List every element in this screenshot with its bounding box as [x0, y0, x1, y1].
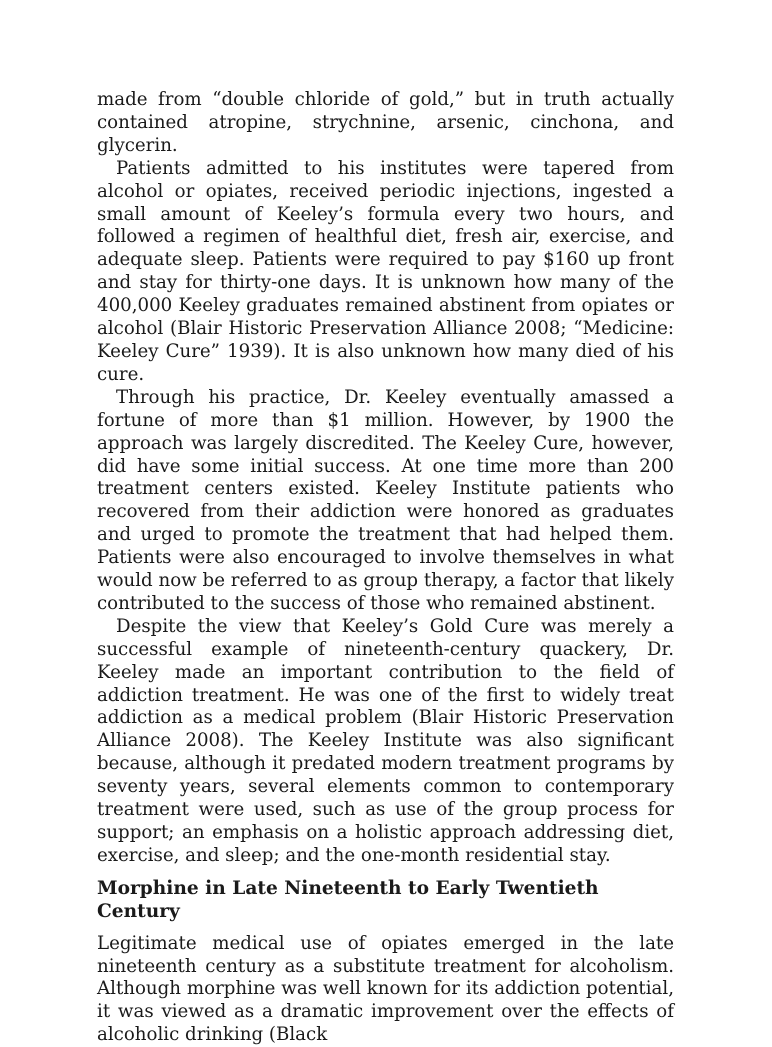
- paragraph-keeley-fortune: Through his practice, Dr. Keeley eventually amassed a fortune of more than $1 million. However, by 1900 the approach was largely discredited. The Keeley Cure, however, did have some initial success. At one time more than 200 treatment centers existed. Keeley Institute patients who recovered from their addiction were honored as graduates and urged to promote the treatment that had helped them. Patients were also encouraged to involve themselves in what would now be referred to as group therapy, a factor that likely contributed to the success of those who remained abstinent.: [97, 386, 674, 614]
- paragraph-morphine-intro: Legitimate medical use of opiates emerged in the late nineteenth century as a substitute treatment for alcoholism. Although morphine was well known for its addiction potential, it was viewed as a dramatic improvement over the effects of alcoholic drinking (Black: [97, 932, 674, 1046]
- paragraph-patients-regimen: Patients admitted to his institutes were tapered from alcohol or opiates, received periodic injections, ingested a small amount of Keeley’s formula every two hours, and followed a regimen of healthful diet, fresh air, exercise, and adequate sleep. Patients were required to pay $160 up front and stay for thirty-one days. It is unknown how many of the 400,000 Keeley graduates remained abstinent from opiates or alcohol (Blair Historic Preservation Alliance 2008; “Medicine: Keeley Cure” 1939). It is also unknown how many died of his cure.: [97, 157, 674, 385]
- section-heading: Morphine in Late Nineteenth to Early Twentieth Century: [97, 877, 599, 922]
- paragraph-continuation: made from “double chloride of gold,” but in truth actually contained atropine, strychnine, arsenic, cinchona, and glycerin.: [97, 89, 674, 156]
- paragraph-keeley-contribution: Despite the view that Keeley’s Gold Cure was merely a successful example of nineteenth-century quackery, Dr. Keeley made an important contribution to the field of addiction treatment. He was one of the first to widely treat addiction as a medical problem (Blair Historic Preservation Alliance 2008). The Keeley Institute was also significant because, although it predated modern treatment programs by seventy years, several elements common to contemporary treatment were used, such as use of the group process for support; an emphasis on a holistic approach addressing diet, exercise, and sleep; and the one-month residential stay.: [97, 615, 674, 866]
- page-content: [97, 89, 674, 1047]
